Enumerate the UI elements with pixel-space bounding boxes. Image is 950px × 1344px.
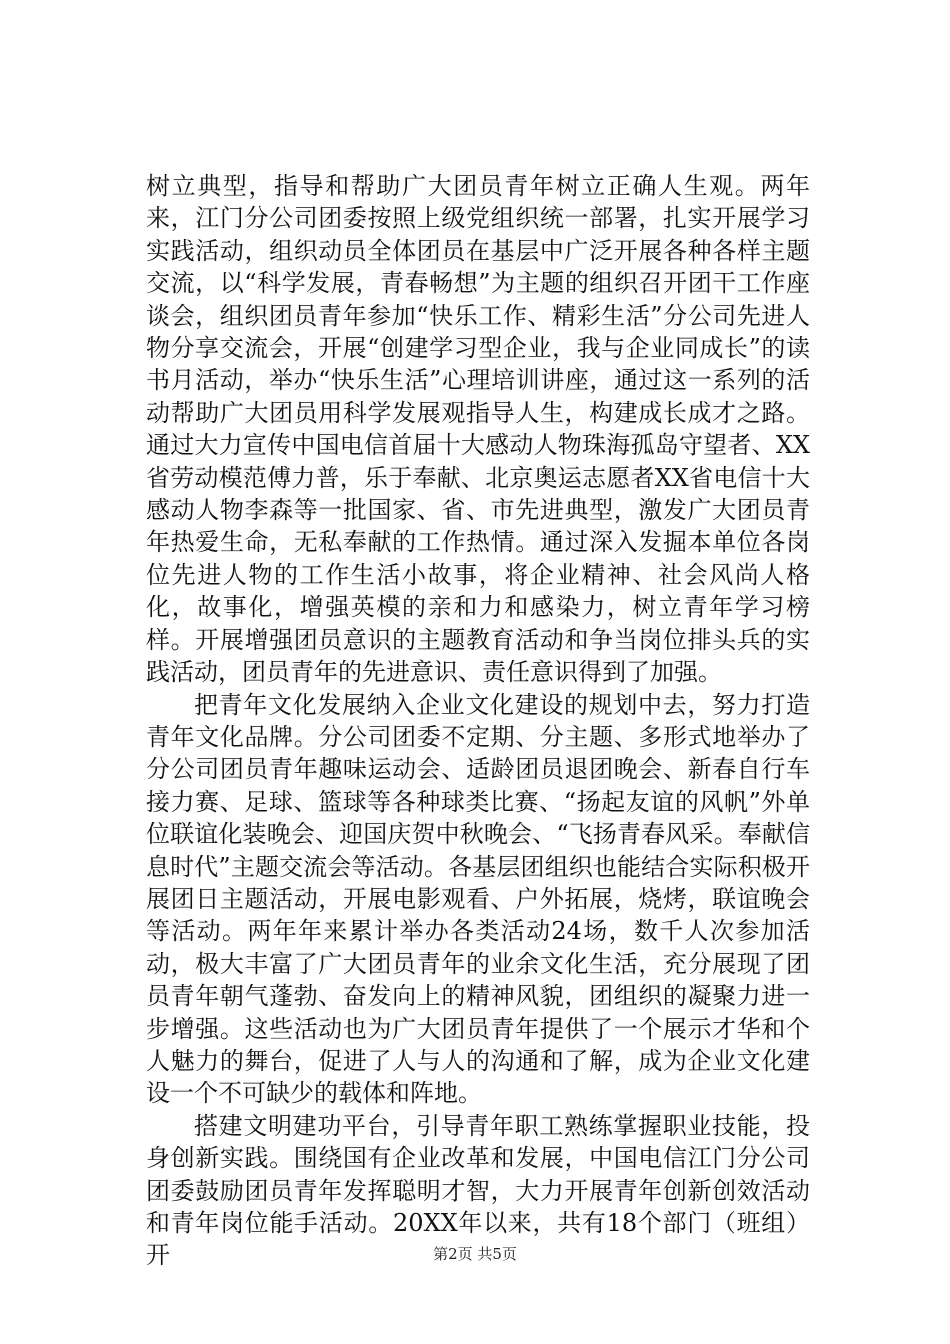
- page-number-footer: 第2页 共5页: [433, 1245, 517, 1263]
- document-body: [146, 170, 810, 1272]
- paragraph-2: 把青年文化发展纳入企业文化建设的规划中去，努力打造青年文化品牌。分公司团委不定期、分主题、多形式地举办了分公司团员青年趣味运动会、适龄团员退团晚会、新春自行车接力赛、足球、篮球等各种球类比赛、“扬起友谊的风帆”外单位联谊化装晚会、迎国庆贺中秋晚会、“飞扬青春风采。奉献信息时代”主题交流会等活动。各基层团组织也能结合实际积极开展团日主题活动，开展电影观看、户外拓展，烧烤，联谊晚会等活动。两年年来累计举办各类活动24场，数千人次参加活动，极大丰富了广大团员青年的业余文化生活，充分展现了团员青年朝气蓬勃、奋发向上的精神风貌，团组织的凝聚力进一步增强。这些活动也为广大团员青年提供了一个展示才华和个人魅力的舞台，促进了人与人的沟通和了解，成为企业文化建设一个不可缺少的载体和阵地。: [146, 690, 810, 1108]
- paragraph-3: 搭建文明建功平台，引导青年职工熟练掌握职业技能，投身创新实践。围绕国有企业改革和发展，中国电信江门分公司团委鼓励团员青年发挥聪明才智，大力开展青年创新创效活动和青年岗位能手活动。20XX年以来，共有18个部门（班组）开: [146, 1111, 810, 1270]
- paragraph-1: 树立典型，指导和帮助广大团员青年树立正确人生观。两年来，江门分公司团委按照上级党组织统一部署，扎实开展学习实践活动，组织动员全体团员在基层中广泛开展各种各样主题交流，以“科学发展，青春畅想”为主题的组织召开团干工作座谈会，组织团员青年参加“快乐工作、精彩生活”分公司先进人物分享交流会，开展“创建学习型企业，我与企业同成长”的读书月活动，举办“快乐生活”心理培训讲座，通过这一系列的活动帮助广大团员用科学发展观指导人生，构建成长成才之路。通过大力宣传中国电信首届十大感动人物珠海孤岛守望者、XX省劳动模范傅力普，乐于奉献、北京奥运志愿者XX省电信十大感动人物李森等一批国家、省、市先进典型，激发广大团员青年热爱生命，无私奉献的工作热情。通过深入发掘本单位各岗位先进人物的工作生活小故事，将企业精神、社会风尚人格化，故事化，增强英模的亲和力和感染力，树立青年学习榜样。开展增强团员意识的主题教育活动和争当岗位排头兵的实践活动，团员青年的先进意识、责任意识得到了加强。: [146, 172, 810, 687]
